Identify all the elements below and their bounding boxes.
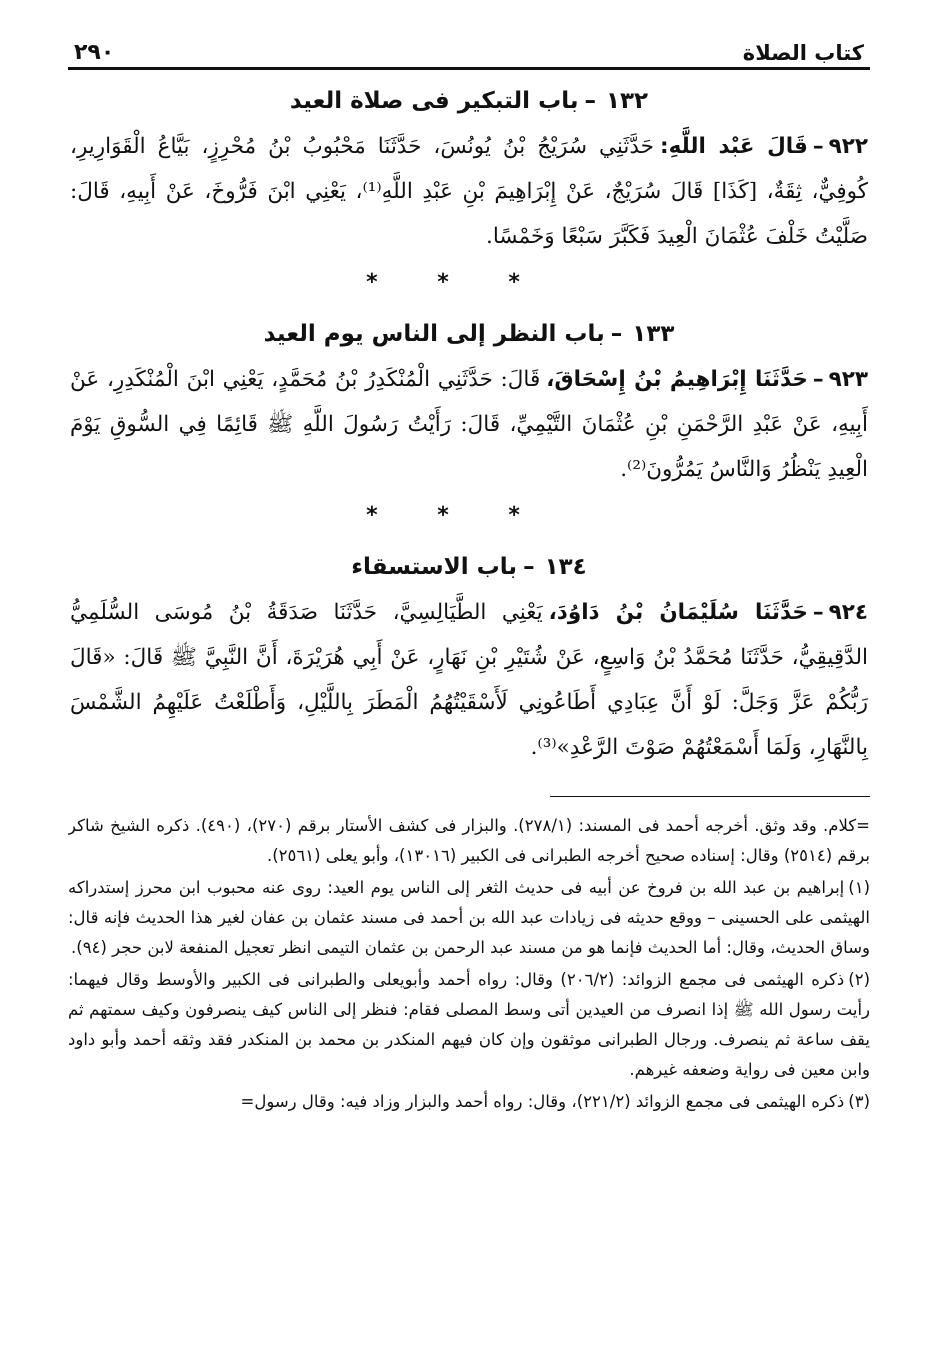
chapter-dash: – bbox=[584, 88, 596, 114]
footnote-2 bbox=[68, 965, 870, 1085]
hadith-924 bbox=[70, 590, 868, 770]
chapter-dash: – bbox=[523, 554, 535, 580]
hadith-text: حَدَّثَنِي سُرَيْجُ بْنُ يُونُسَ، حَدَّثَنَا مَحْبُوبُ بْنُ مُحْرِزٍ، بَيَّاعُ الْقَوَارِيرِ، كُوفِيٌّ، ثِقَةٌ، [كَذَا] قَالَ سُرَيْجٌ، عَنْ إِبْرَاهِيمَ بْنِ عَبْدِ اللَّهِ⁽¹⁾، يَعْنِي ابْنَ فَرُّوخَ، عَنْ أَبِيهِ، قَالَ: صَلَّيْتُ خَلْفَ عُثْمَانَ الْعِيدَ فَكَبَّرَ سَبْعًا وَخَمْسًا. bbox=[70, 134, 868, 249]
hadith-923 bbox=[70, 357, 868, 492]
hadith-number: ٩٢٣ bbox=[828, 367, 868, 392]
chapter-number: ١٣٣ bbox=[632, 321, 675, 347]
hadith-text: يَعْنِي الطَّيَالِسِيَّ، حَدَّثَنَا صَدَقَةُ بْنُ مُوسَى السُّلَمِيُّ الدَّقِيقِيُّ، حَدَّثَنَا مُحَمَّدُ بْنُ وَاسِعٍ، عَنْ شُتَيْرِ بْنِ نَهَارٍ، عَنْ أَبِي هُرَيْرَةَ، أَنَّ النَّبِيَّ ﷺ قَالَ: «قَالَ رَبُّكُمْ عَزَّ وَجَلَّ: لَوْ أَنَّ عِبَادِي أَطَاعُونِي لَأَسْقَيْتُهُمُ الْمَطَرَ بِاللَّيْلِ، وَأَطْلَعْتُ عَلَيْهِمُ الشَّمْسَ بِالنَّهَارِ، وَلَمَا أَسْمَعْتُهُمْ صَوْتَ الرَّعْدِ»⁽³⁾. bbox=[70, 600, 868, 760]
hadith-number: ٩٢٤ bbox=[828, 600, 868, 625]
footnote-1 bbox=[68, 873, 870, 963]
chapter-heading-134 bbox=[68, 550, 870, 584]
chapter-heading-132 bbox=[68, 84, 870, 118]
footnote-3 bbox=[68, 1087, 870, 1117]
hadith-922 bbox=[70, 124, 868, 259]
hadith-narrator: حَدَّثَنَا إِبْرَاهِيمُ بْنُ إِسْحَاقَ، bbox=[546, 367, 808, 392]
hadith-narrator: حَدَّثَنَا سُلَيْمَانُ بْنُ دَاوُدَ، bbox=[548, 600, 808, 625]
hadith-number: ٩٢٢ bbox=[828, 134, 869, 159]
chapter-title: باب التبكير فى صلاة العيد bbox=[289, 88, 579, 114]
chapter-title: باب الاستسقاء bbox=[351, 554, 518, 580]
hadith-dash: – bbox=[812, 367, 824, 392]
book-title: كتاب الصلاة bbox=[742, 41, 864, 65]
chapter-number: ١٣٤ bbox=[544, 554, 587, 580]
hadith-narrator: قَالَ عَبْد اللَّهِ: bbox=[659, 134, 808, 159]
footnote-text: إبراهيم بن عبد الله بن فروخ عن أبيه فى حديث الثغر إلى الناس يوم العيد: روى عنه محبوب ابن محرز إستدراكه الهيثمى على الحسينى – ووقع حديثه فى زيادات عبد الله بن أحمد فى مسند عثمان بن عفان لغير هذا الحديث فإنه قال: وساق الحديث، وقال: أما الحديث فإنما هو من مسند عبد الرحمن بن عثمان التيمى انظر تعجيل المنفعة لابن حجر (٩٤). bbox=[68, 878, 870, 957]
footnote-marker: (١) bbox=[848, 878, 870, 897]
hadith-text: قَالَ: حَدَّثَنِي الْمُنْكَدِرُ بْنُ مُحَمَّدٍ، يَعْنِي ابْنَ الْمُنْكَدِرِ، عَنْ أَبِيهِ، عَنْ عَبْدِ الرَّحْمَنِ بْنِ عُثْمَانَ التَّيْمِيِّ، قَالَ: رَأَيْتُ رَسُولَ اللَّهِ ﷺ قَائِمًا فِي السُّوقِ يَوْمَ الْعِيدِ يَنْظُرُ وَالنَّاسُ يَمُرُّونَ⁽²⁾. bbox=[70, 367, 868, 482]
footnote-text: ذكره الهيثمى فى مجمع الزوائد (٢٢١/٢)، وقال: رواه أحمد والبزار وزاد فيه: وقال رسول= bbox=[240, 1092, 845, 1111]
hadith-dash: – bbox=[812, 134, 824, 159]
footnote-divider bbox=[550, 796, 870, 797]
chapter-number: ١٣٢ bbox=[605, 88, 649, 114]
footnote-marker: (٢) bbox=[848, 970, 870, 989]
hadith-dash: – bbox=[812, 600, 824, 625]
section-separator: * * * bbox=[366, 270, 546, 295]
chapter-dash: – bbox=[610, 321, 623, 347]
chapter-heading-133 bbox=[68, 317, 870, 351]
section-separator: * * * bbox=[366, 503, 546, 528]
page-number: ٢٩٠ bbox=[74, 40, 115, 65]
running-head bbox=[68, 30, 870, 70]
book-page bbox=[68, 30, 870, 1340]
footnotes bbox=[68, 811, 870, 1117]
chapter-title: باب النظر إلى الناس يوم العيد bbox=[263, 321, 605, 347]
footnote-marker: (٣) bbox=[848, 1092, 870, 1111]
footnote-continuation: =كلام. وقد وثق. أخرجه أحمد فى المسند: (٢٧٨/١). والبزار فى كشف الأستار برقم (٢٧٠)، (٤٩٠). ذكره الشيخ شاكر برقم (٢٥١٤) وقال: إسناده صحيح أخرجه الطبرانى فى الكبير (١٣٠١٦)، وأبو يعلى (٢٥٦١). bbox=[68, 816, 870, 865]
footnote-text: ذكره الهيثمى فى مجمع الزوائد: (٢٠٦/٢) وقال: رواه أحمد وأبويعلى والطبرانى فى الكبير والأوسط وقال فيهما: رأيت رسول الله ﷺ إذا انصرف من العيدين أتى وسط المصلى فقام: فنظر إلى الناس كيف ينصرفون وكيف سمتهم ثم يقف ساعة ثم ينصرف. ورجال الطبرانى موثقون وإن كان فيهم المنكدر بن محمد بن المنكدر فقد وثقه أحمد وأبو داود وابن معين فى رواية وضعفه غيرهم. bbox=[68, 970, 870, 1079]
